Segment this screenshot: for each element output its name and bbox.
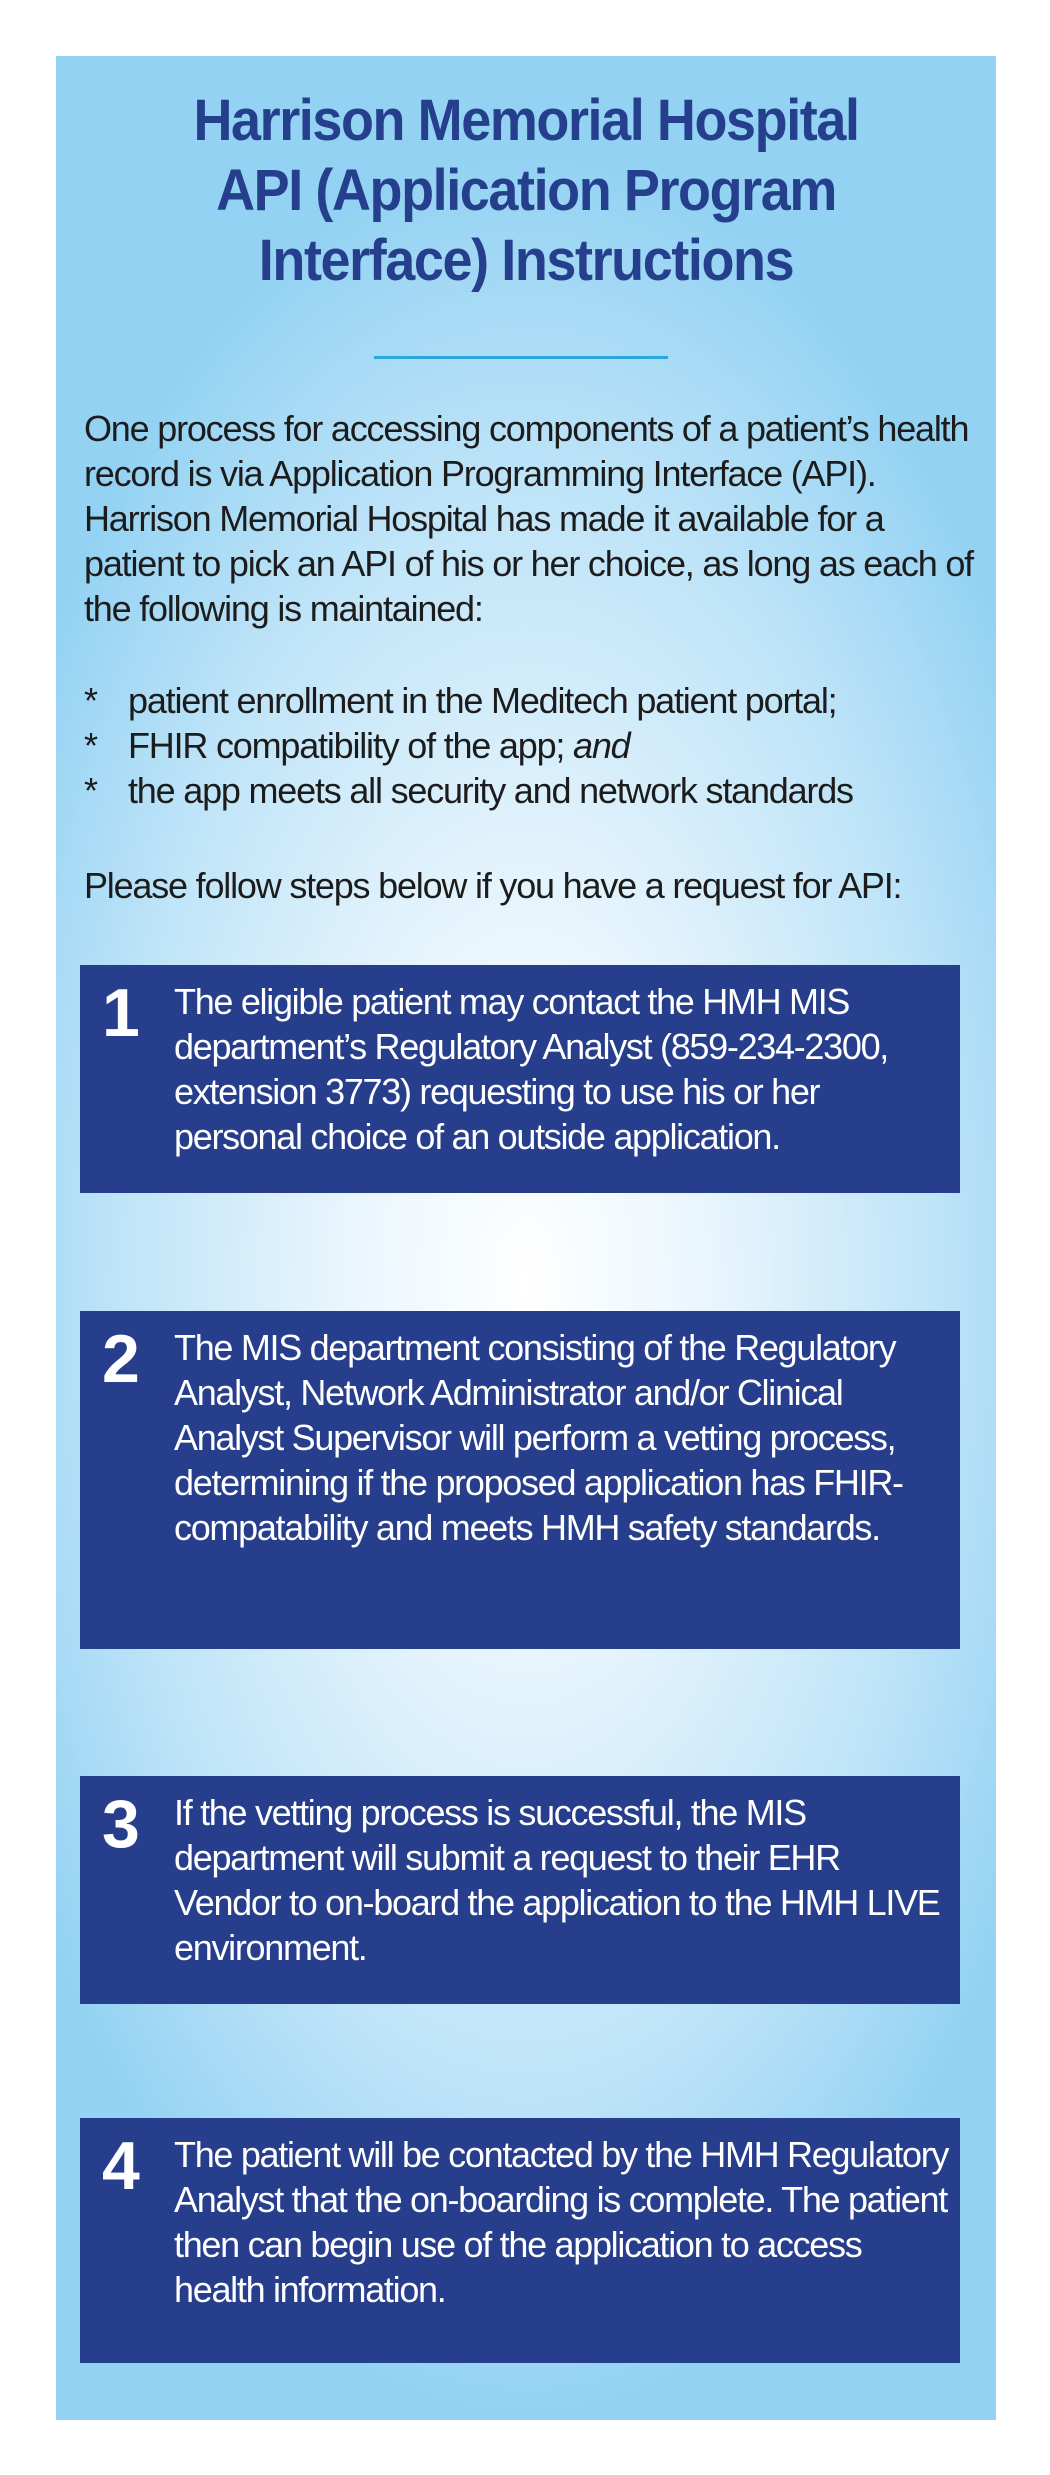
title-line-2: API (Application Program <box>216 158 836 223</box>
step-text: The patient will be contacted by the HMH Regulatory Analyst that the on-boarding is complete. The patient then can begin use of the application to access health information. <box>174 2134 949 2310</box>
requirement-and: and <box>573 725 630 766</box>
list-item <box>84 768 984 813</box>
step-box-4 <box>80 2118 960 2363</box>
bullet-marker: * <box>84 680 97 721</box>
requirements-list <box>84 678 984 813</box>
list-item <box>84 723 984 768</box>
instructions-panel <box>56 56 996 2420</box>
title-divider <box>374 356 668 359</box>
steps-lead: Please follow steps below if you have a request for API: <box>84 865 902 906</box>
step-number: 2 <box>102 1321 140 1397</box>
step-text: If the vetting process is successful, the MIS department will submit a request to their EHR Vendor to on-board the application to the HMH LIVE environment. <box>174 1792 940 1968</box>
step-box-2 <box>80 1311 960 1649</box>
page-title <box>89 86 963 296</box>
title-line-1: Harrison Memorial Hospital <box>193 88 859 153</box>
bullet-marker: * <box>84 725 97 766</box>
title-line-3: Interface) Instructions <box>258 228 794 293</box>
list-item <box>84 678 984 723</box>
step-text: The MIS department consisting of the Regulatory Analyst, Network Administrator and/or Clinical Analyst Supervisor will perform a vetting process, determining if the proposed application has FHIR-compatability and meets HMH safety standards. <box>174 1327 903 1548</box>
bullet-marker: * <box>84 770 97 811</box>
step-number: 1 <box>102 975 140 1051</box>
step-number: 3 <box>102 1786 140 1862</box>
requirement-fhir: FHIR compatibility of the app; <box>128 725 574 766</box>
step-box-1 <box>80 965 960 1193</box>
requirement-security: the app meets all security and network standards <box>128 770 853 811</box>
requirement-portal: patient enrollment in the Meditech patient portal; <box>128 680 837 721</box>
step-text: The eligible patient may contact the HMH MIS department’s Regulatory Analyst (859-234-2300, extension 3773) requesting to use his or her personal choice of an outside application. <box>174 981 889 1157</box>
step-box-3 <box>80 1776 960 2004</box>
step-number: 4 <box>102 2128 140 2204</box>
intro-paragraph: One process for accessing components of a patient’s health record is via Application Programming Interface (API). Harrison Memorial Hospital has made it available for a patient to pick an API of his or her choice, as long as each of the following is maintained: <box>84 408 973 629</box>
